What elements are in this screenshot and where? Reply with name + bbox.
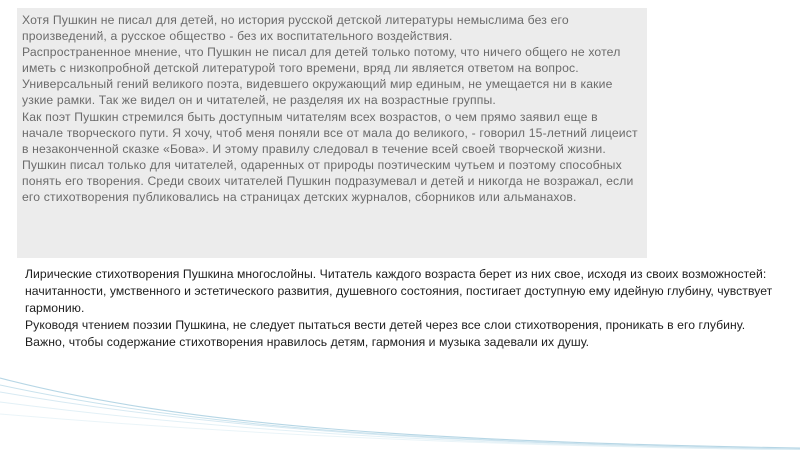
upper-text-block	[22, 12, 642, 205]
upper-paragraph-4: Пушкин писал только для читателей, одаренных от природы поэтическим чутьем и поэтому способных понять его творения. Среди своих читателей Пушкин подразумевал и детей и никогда не возражал, если его стихотворения публиковались на страницах детских журналов, сборников или альманахов.	[22, 157, 634, 205]
swoosh-line-5	[0, 414, 800, 450]
decorative-swoosh-lines	[0, 330, 800, 450]
lower-paragraph-1: Лирические стихотворения Пушкина многослойны. Читатель каждого возраста берет из них свое, исходя из своих возможностей: начитанности, умственного и эстетического развития, душевного состояния, постигает доступную ему идейную глубину, чувствует гармонию.	[25, 267, 773, 315]
upper-paragraph-2: Распространенное мнение, что Пушкин не писал для детей только потому, что ничего общего не хотел иметь с низкопробной детской литературой того времени, вряд ли является ответом на вопрос. Универсальный гений великого поэта, видевшего окружающий мир единым, не умещается ни в какие узкие рамки. Так же видел он и читателей, не разделяя их на возрастные группы.	[22, 45, 621, 108]
upper-paragraph-1: Хотя Пушкин не писал для детей, но история русской детской литературы немыслима без его произведений, а русское общество - без их воспитательного воздействия.	[22, 13, 569, 44]
swoosh-line-3	[0, 392, 800, 449]
swoosh-line-4	[0, 402, 800, 450]
upper-paragraph-3: Как поэт Пушкин стремился быть доступным читателям всех возрастов, о чем прямо заявил еще в начале творческого пути. Я хочу, чтоб меня поняли все от мала до великого, - говорил 15-летний лицеист в незаконченной сказке «Бова». И этому правилу следовал в течение всей своей творческой жизни.	[22, 109, 638, 156]
lower-paragraph-2: Руководя чтением поэзии Пушкина, не следует пытаться вести детей через все слои стихотворения, проникать в его глубину. Важно, чтобы содержание стихотворения нравилось детям, гармония и музыка задевали их душу.	[25, 318, 746, 349]
